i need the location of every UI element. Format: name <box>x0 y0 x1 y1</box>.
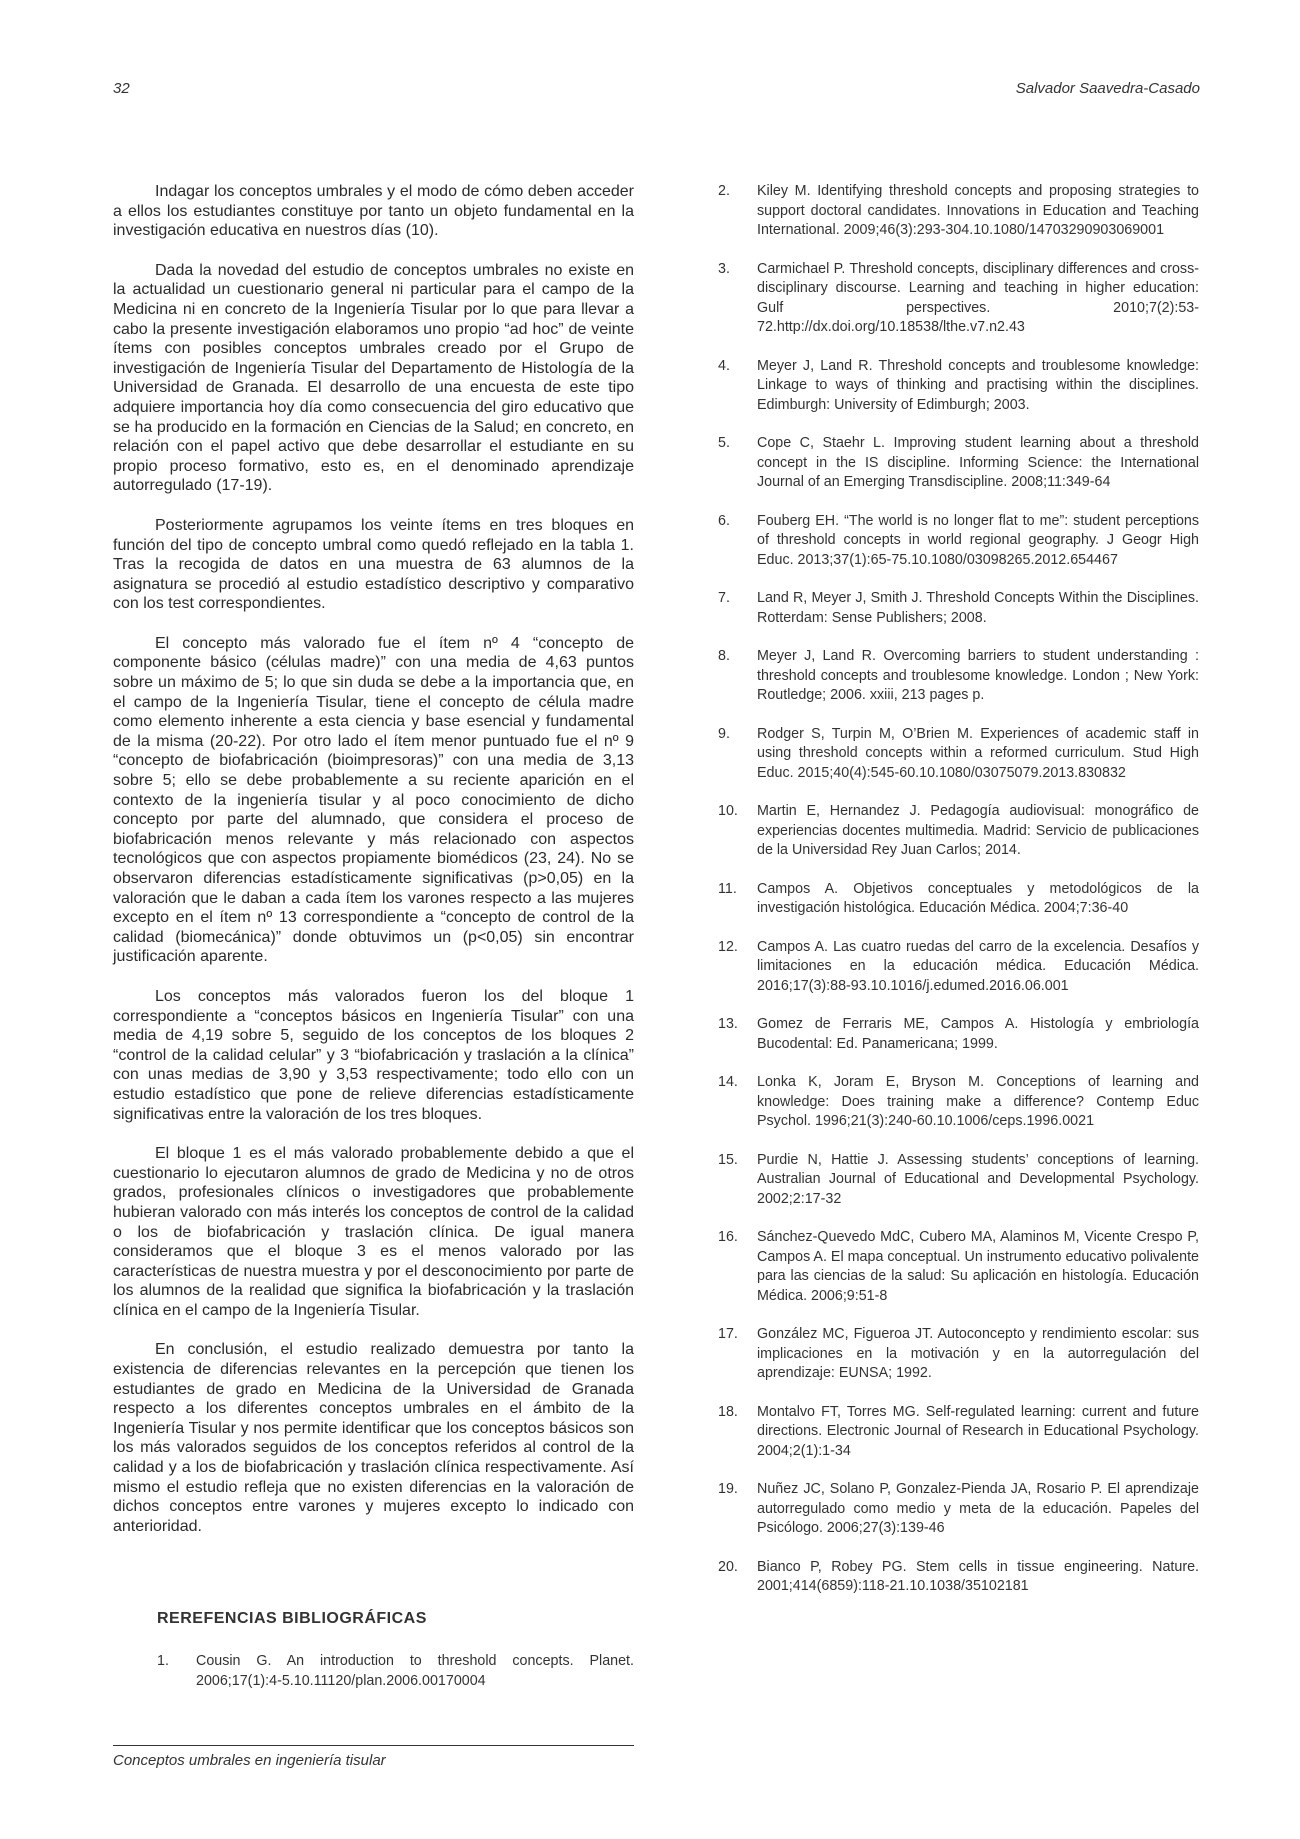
reference-number: 9. <box>718 725 730 742</box>
reference-item <box>718 725 1199 784</box>
body-paragraph: En conclusión, el estudio realizado demuestra por tanto la existencia de diferencias relevantes en la percepción que tienen los estudiantes de grado en Medicina de la Universidad de Granada respecto a los diferentes conceptos umbrales en el ámbito de la Ingeniería Tisular y nos permite identificar que los conceptos básicos son los más valorados seguidos de los conceptos referidos al control de la calidad y a los de biofabricación y traslación clínica respectivamente. Así mismo el estudio refleja que no existen diferencias en la valoración de dichos conceptos entre varones y mujeres excepto lo indicado con anterioridad. <box>113 1341 634 1535</box>
reference-item <box>718 1480 1199 1539</box>
reference-text: Campos A. Objetivos conceptuales y metodológicos de la investigación histológica. Educación Médica. 2004;7:36-40 <box>757 880 1199 916</box>
running-header-page-number: 32 <box>113 80 130 97</box>
reference-item <box>157 1652 634 1691</box>
reference-text: González MC, Figueroa JT. Autoconcepto y rendimiento escolar: sus implicaciones en la motivación y en la autorregulación del aprendizaje: EUNSA; 1992. <box>757 1326 1199 1381</box>
reference-number: 1. <box>157 1653 169 1669</box>
reference-text: Cope C, Staehr L. Improving student learning about a threshold concept in the IS discipline. Informing Science: the International Journal of an Emerging Transdiscipline. 2008;11:349-64 <box>757 435 1199 490</box>
reference-number: 16. <box>718 1229 738 1245</box>
body-text-column <box>113 182 634 1556</box>
reference-item <box>718 260 1199 338</box>
reference-number: 8. <box>718 648 730 664</box>
reference-number: 2. <box>718 183 730 199</box>
reference-text: Campos A. Las cuatro ruedas del carro de la excelencia. Desafíos y limitaciones en la educación médica. Educación Médica. 2016;17(3):88-93.10.1016/j.edumed.2016.06.001 <box>757 938 1199 994</box>
reference-text: Lonka K, Joram E, Bryson M. Conceptions of learning and knowledge: Does training make a difference? Contemp Educ Psychol. 1996;21(3):240-60.10.1006/ceps.1996.0021 <box>757 1074 1199 1129</box>
reference-text: Meyer J, Land R. Overcoming barriers to student understanding : threshold concepts and troublesome knowledge. London ; New York: Routledge; 2006. xxiii, 213 pages p. <box>757 648 1199 703</box>
footer-divider <box>113 1745 634 1746</box>
reference-item <box>718 1403 1199 1462</box>
reference-text: Rodger S, Turpin M, O’Brien M. Experiences of academic staff in using threshold concepts within a reformed curriculum. Stud High Educ. 2015;40(4):545-60.10.1080/03075079.2013.830832 <box>757 725 1199 781</box>
reference-number: 5. <box>718 435 730 451</box>
references-heading: REREFENCIAS BIBLIOGRÁFICAS <box>157 1610 427 1627</box>
reference-text: Martin E, Hernandez J. Pedagogía audiovisual: monográfico de experiencias docentes multimedia. Madrid: Servicio de publicaciones de la Universidad Rey Juan Carlos; 2014. <box>757 803 1199 858</box>
reference-text: Fouberg EH. “The world is no longer flat to me”: student perceptions of threshold concepts in world regional geography. J Geogr High Educ. 2013;37(1):65-75.10.1080/03098265.2012.654467 <box>757 512 1199 568</box>
reference-item <box>718 1325 1199 1384</box>
reference-item <box>718 434 1199 493</box>
body-paragraph: Indagar los conceptos umbrales y el modo de cómo deben acceder a ellos los estudiantes constituye por tanto un objeto fundamental en la investigación educativa en nuestros días (10). <box>113 183 634 240</box>
reference-text: Bianco P, Robey PG. Stem cells in tissue engineering. Nature. 2001;414(6859):118-21.10.1038/35102181 <box>757 1558 1199 1594</box>
reference-number: 14. <box>718 1074 738 1090</box>
reference-number: 20. <box>718 1558 738 1575</box>
reference-text: Nuñez JC, Solano P, Gonzalez-Pienda JA, Rosario P. El aprendizaje autorregulado como medio y meta de la educación. Papeles del Psicólogo. 2006;27(3):139-46 <box>757 1481 1199 1536</box>
body-paragraph: El concepto más valorado fue el ítem nº 4 “concepto de componente básico (células madre)” con una media de 4,63 puntos sobre un máximo de 5; lo que sin duda se debe a la importancia que, en el campo de la Ingeniería Tisular, tiene el concepto de célula madre como elemento inherente a esta ciencia y base esencial y fundamental de la misma (20-22). Por otro lado el ítem menor puntuado fue el nº 9 “concepto de biofabricación (bioimpresoras)” con una media de 3,13 sobre 5; ello se debe probablemente a su reciente aparición en el contexto de la ingeniería tisular y al poco conocimiento de dicho concepto por parte del alumnado, que considera el proceso de biofabricación menos relevante y más relacionado con aspectos tecnológicos que con aspectos propiamente biomédicos (23, 24). No se observaron diferencias estadísticamente significativas (p>0,05) en la valoración que le daban a cada ítem los varones respecto a las mujeres excepto en el ítem nº 13 correspondiente a “concepto de control de la calidad (biomecánica)” donde obtuvimos un (p<0,05) sin encontrar justificación aparente. <box>113 634 634 966</box>
reference-item <box>718 512 1199 571</box>
reference-number: 15. <box>718 1151 738 1168</box>
reference-number: 13. <box>718 1016 738 1032</box>
reference-number: 6. <box>718 512 730 529</box>
reference-text: Gomez de Ferraris ME, Campos A. Histología y embriología Bucodental: Ed. Panamericana; 1999. <box>757 1016 1199 1052</box>
reference-item <box>718 880 1199 919</box>
reference-number: 3. <box>718 260 730 277</box>
reference-item <box>718 589 1199 628</box>
body-paragraph: Posteriormente agrupamos los veinte ítems en tres bloques en función del tipo de concepto umbral como quedó reflejado en la tabla 1. Tras la recogida de datos en una muestra de 63 alumnos de la asignatura se procedió al estudio estadístico descriptivo y comparativo con los test correspondientes. <box>113 516 634 613</box>
reference-text: Purdie N, Hattie J. Assessing students’ conceptions of learning. Australian Journal of Educational and Developmental Psychology. 2002;2:17-32 <box>757 1151 1199 1207</box>
reference-item <box>718 357 1199 416</box>
reference-number: 18. <box>718 1403 738 1420</box>
reference-text: Meyer J, Land R. Threshold concepts and troublesome knowledge: Linkage to ways of thinking and practising within the disciplines. Edimburgh: University of Edimburgh; 2003. <box>757 357 1199 413</box>
reference-text: Kiley M. Identifying threshold concepts and proposing strategies to support doctoral candidates. Innovations in Education and Teaching International. 2009;46(3):293-304.10.1080/14703290903069001 <box>757 183 1199 238</box>
body-paragraph: El bloque 1 es el más valorado probablemente debido a que el cuestionario lo ejecutaron alumnos de grado de Medicina y no de otros grados, profesionales clínicos o investigadores que probablemente hubieran valorado con más interés los conceptos de control de la calidad o los de biofabricación y traslación clínica. De igual manera consideramos que el bloque 3 es el menos valorado por las características de nuestra muestra y por el desconocimiento por parte de los alumnos de la realidad que significa la biofabricación y la traslación clínica en el campo de la Ingeniería Tisular. <box>113 1145 634 1319</box>
body-paragraph: Dada la novedad del estudio de conceptos umbrales no existe en la actualidad un cuestionario general ni particular para el campo de la Medicina ni en concreto de la Ingeniería Tisular por lo que para llevar a cabo la presente investigación elaboramos uno propio “ad hoc” de veinte ítems con posibles conceptos umbrales creado por el Grupo de investigación de Ingeniería Tisular del Departamento de Histología de la Universidad de Granada. El desarrollo de una encuesta de este tipo adquiere importancia hoy día como consecuencia del giro educativo que se ha producido en la formación en Ciencias de la Salud; en concreto, en relación con el papel activo que debe desarrollar el estudiante en su propio proceso formativo, esto es, en el denominado aprendizaje autorregulado (17-19). <box>113 261 634 495</box>
reference-text: Montalvo FT, Torres MG. Self-regulated learning: current and future directions. Electronic Journal of Research in Educational Psychology. 2004;2(1):1-34 <box>757 1403 1199 1459</box>
reference-number: 11. <box>718 880 737 897</box>
reference-number: 10. <box>718 803 738 819</box>
reference-text: Carmichael P. Threshold concepts, disciplinary differences and cross-disciplinary discourse. Learning and teaching in higher education: Gulf perspectives. 2010;7(2):53-72.http://dx.doi.org/10.18538/lthe.v7.n2.43 <box>757 260 1199 335</box>
reference-item <box>718 182 1199 241</box>
reference-text: Land R, Meyer J, Smith J. Threshold Concepts Within the Disciplines. Rotterdam: Sense Publishers; 2008. <box>757 590 1199 626</box>
running-header-author: Salvador Saavedra-Casado <box>1015 80 1200 97</box>
reference-text: Cousin G. An introduction to threshold concepts. Planet. 2006;17(1):4-5.10.11120/plan.2006.00170004 <box>196 1653 634 1689</box>
reference-item <box>718 938 1199 997</box>
reference-item <box>718 1558 1199 1597</box>
reference-number: 4. <box>718 357 730 374</box>
reference-item <box>718 1073 1199 1132</box>
reference-number: 7. <box>718 590 730 606</box>
body-paragraph: Los conceptos más valorados fueron los del bloque 1 correspondiente a “conceptos básicos en Ingeniería Tisular” con una media de 4,19 sobre 5, seguido de los conceptos de los bloques 2 “control de la calidad celular” y 3 “biofabricación y traslación a la clínica” con unas medias de 3,90 y 3,53 respectivamente; todo ello con un estudio estadístico que pone de relieve diferencias estadísticamente significativas entre la valoración de los tres bloques. <box>113 987 634 1123</box>
reference-list-right <box>718 182 1199 1616</box>
reference-item <box>718 1015 1199 1054</box>
reference-list-left <box>157 1652 634 1710</box>
reference-item <box>718 647 1199 706</box>
reference-item <box>718 1228 1199 1306</box>
reference-item <box>718 802 1199 861</box>
reference-number: 12. <box>718 938 738 955</box>
running-footer-title: Conceptos umbrales en ingeniería tisular <box>113 1752 386 1769</box>
reference-item <box>718 1151 1199 1210</box>
reference-text: Sánchez-Quevedo MdC, Cubero MA, Alaminos M, Vicente Crespo P, Campos A. El mapa conceptual. Un instrumento educativo polivalente para las ciencias de la salud: Su aplicación en histología. Educación Médica. 2006;9:51-8 <box>757 1229 1199 1304</box>
reference-number: 17. <box>718 1326 738 1342</box>
reference-number: 19. <box>718 1481 738 1497</box>
